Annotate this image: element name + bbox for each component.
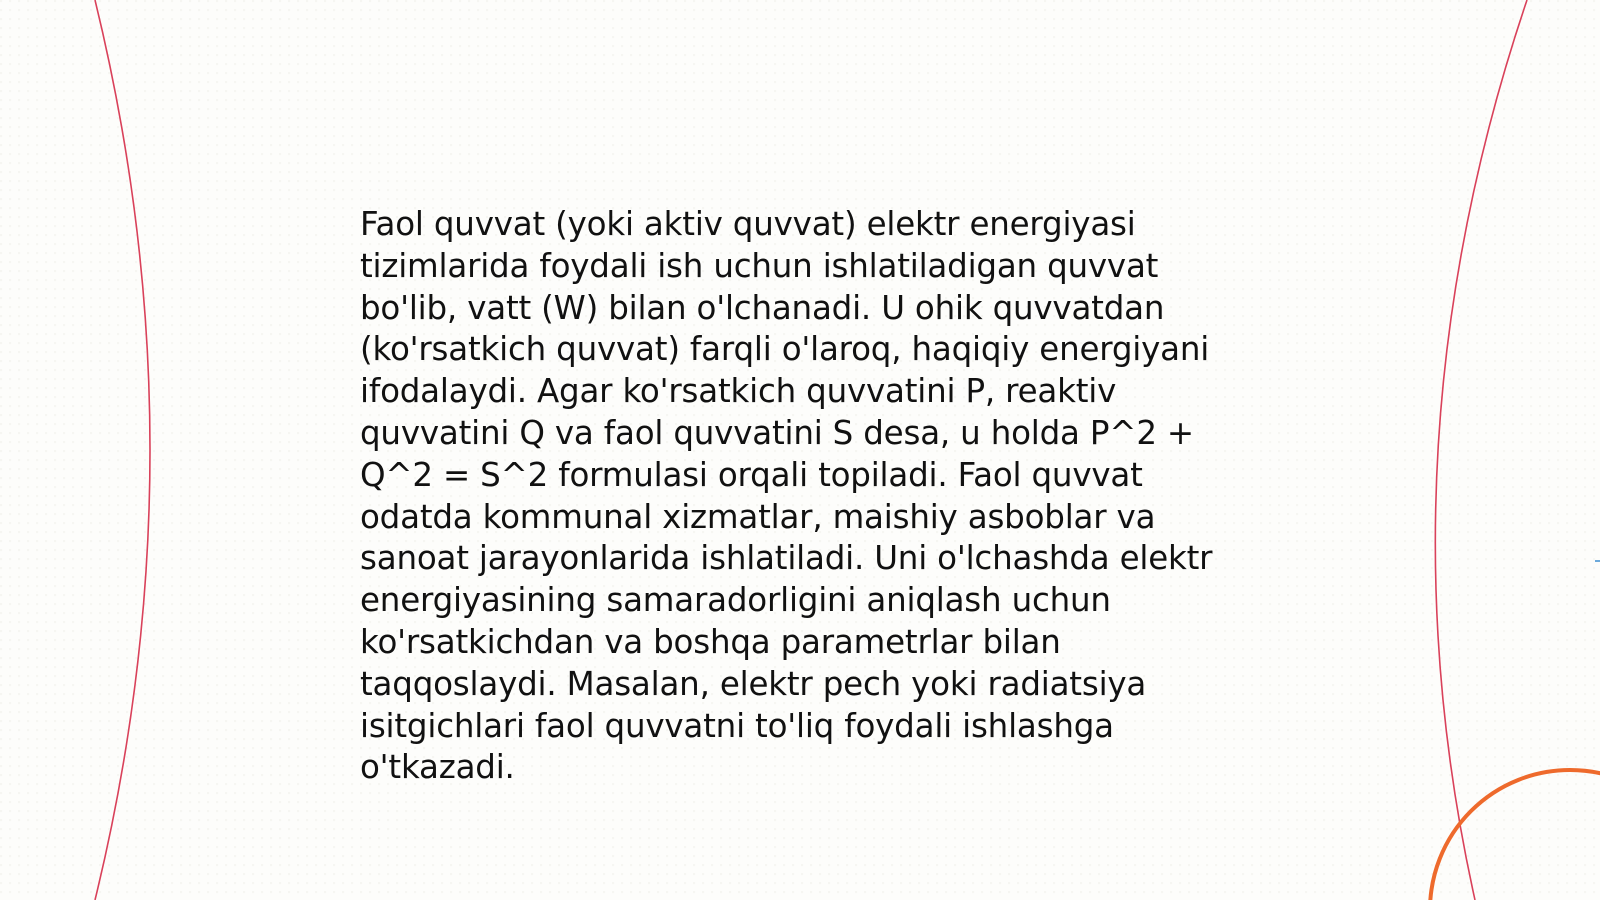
orange-arc (1430, 770, 1600, 900)
body-line: Faol quvvat (yoki aktiv quvvat) elektr energiyasi (360, 205, 1136, 243)
body-line: ifodalaydi. Agar ko'rsatkich quvvatini P, reaktiv (360, 372, 1117, 411)
body-line: taqqoslaydi. Masalan, elektr pech yoki radiatsiya (360, 664, 1147, 703)
body-line: energiyasining samaradorligini aniqlash uchun (360, 581, 1111, 620)
body-line: bo'lib, vatt (W) bilan o'lchanadi. U ohik quvvatdan (360, 288, 1165, 327)
body-line: o'tkazadi. (360, 748, 515, 787)
body-line: ko'rsatkichdan va boshqa parametrlar bilan (360, 622, 1061, 661)
body-line: sanoat jarayonlarida ishlatiladi. Uni o'lchashda elektr (360, 539, 1213, 578)
right-curve (1435, 0, 1527, 900)
body-line: tizimlarida foydali ish uchun ishlatiladigan quvvat (360, 246, 1159, 285)
body-line: Q^2 = S^2 formulasi orqali topiladi. Faol quvvat (360, 455, 1143, 494)
left-curve (95, 0, 150, 900)
body-line: odatda kommunal xizmatlar, maishiy asboblar va (360, 497, 1156, 536)
body-line: isitgichlari faol quvvatni to'liq foydali ishlashga (360, 706, 1114, 745)
body-paragraph (360, 204, 1240, 789)
body-line: quvvatini Q va faol quvvatini S desa, u holda P^2 + (360, 413, 1194, 452)
body-line: (ko'rsatkich quvvat) farqli o'laroq, haqiqiy energiyani (360, 330, 1210, 369)
